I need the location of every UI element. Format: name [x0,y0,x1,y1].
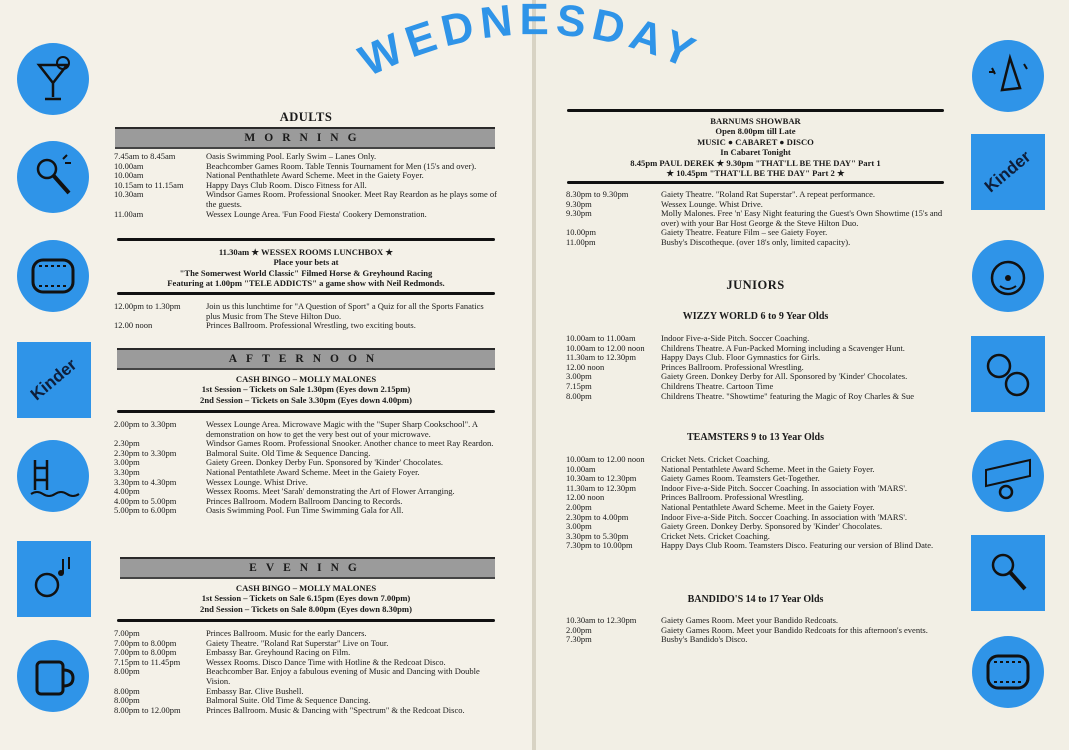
schedule-time: 11.30am to 12.30pm [566,482,637,493]
schedule-time: 10.00am to 12.00 noon [566,454,645,464]
kinder-logo: Kinder [17,342,91,418]
schedule-row [114,321,499,331]
schedule-description: Wessex Rooms. Meet 'Sarah' demonstrating the Art of Flower Arranging. [206,486,455,497]
morning-band: MORNING [115,127,495,149]
schedule-description: National Pentathlete Award Scheme. Meet in the Gaiety Foyer. [206,466,420,477]
wizzy-world-heading: WIZZY WORLD 6 to 9 Year Olds [682,311,829,322]
day-title-text: WEDNESDAY [352,0,707,87]
schedule-row [566,209,946,228]
schedule-time: 5.00pm to 6.00pm [114,505,177,516]
schedule-row [566,626,946,636]
midday-schedule [114,302,499,331]
day-title [0,0,1069,110]
schedule-description: Gaiety Games Room. Meet your Bandido Redcoats. [661,615,839,625]
schedule-time: 8.30pm to 9.30pm [566,189,629,199]
schedule-description: Join us this lunchtime for "A Question of Sport" a Quiz for all the Sports Fanatics plus Music from The Steve Hilton Duo. [206,301,484,321]
adults-heading: ADULTS [279,110,333,124]
lunchbox-notice: 11.30am ★ WESSEX ROOMS LUNCHBOX ★ Place your bets at "The Somerwest World Classic" Filmed Horse & Greyhound Racing Featuring at 1.00pm "TELE ADDICTS" a game show with Neil Redmonds. [167,247,445,289]
schedule-time: 7.30pm to 10.00pm [566,540,633,551]
schedule-description: Balmoral Suite. Old Time & Sequence Dancing. [206,695,371,706]
schedule-description: Gaiety Green. Donkey Derby. Sponsored by 'Kinder' Chocolates. [661,521,883,532]
cocktail-icon [17,43,89,115]
schedule-time: 8.00pm [566,390,592,401]
schedule-row [566,238,946,248]
schedule-description: Princes Ballroom. Professional Wrestling. [661,492,804,503]
schedule-description: Childrens Theatre. "Showtime" featuring the Magic of Roy Charles & Sue [661,390,914,401]
schedule-time: 4.00pm to 5.00pm [114,495,177,506]
schedule-description: Cricket Nets. Cricket Coaching. [661,454,770,464]
wizzy-world-schedule [566,334,946,401]
showbar-notice: BARNUMS SHOWBAR Open 8.00pm till Late MUSIC ● CABARET ● DISCO In Cabaret Tonight 8.45pm PAUL DEREK ★ 9.30pm "THAT'LL BE THE DAY" Part 1 ★ 10.45pm "THAT'LL BE THE DAY" Part 2 ★ [630,116,881,179]
schedule-row [566,392,946,402]
schedule-time: 4.00pm [114,486,140,497]
schedule-time: 11.30am to 12.30pm [566,352,637,363]
schedule-description: Beachcomber Bar. Enjoy a fabulous evening of Music and Dancing with Double Vision. [206,666,480,686]
schedule-time: 3.00pm [566,371,592,382]
schedule-description: Windsor Games Room. Professional Snooker. Another chance to meet Ray Reardon. [206,438,494,449]
schedule-time: 9.30pm [566,208,592,219]
schedule-time: 12.00pm to 1.30pm [114,301,181,311]
microphone-icon [17,141,89,213]
microphone-icon-right [971,535,1045,611]
schedule-time: 10.00pm [566,227,596,238]
schedule-description: Gaiety Games Room. Meet your Bandido Redcoats for this afternoon's events. [661,624,928,635]
schedule-row [114,667,499,686]
schedule-time: 7.00pm [114,628,140,638]
schedule-description: Happy Days Club Room. Disco Fitness for All. [206,179,367,190]
film-reel-icon [17,240,89,312]
schedule-description: Wessex Lounge. Whist Drive. [206,476,308,487]
schedule-description: Oasis Swimming Pool. Early Swim – Lanes Only. [206,151,377,161]
schedule-row [114,706,499,716]
film-reel-icon-right [972,636,1044,708]
schedule-description: Indoor Five-a-Side Pitch. Soccer Coaching. [661,333,810,343]
page-spine [532,0,536,750]
schedule-time: 10.15am to 11.15am [114,179,184,190]
divider [117,619,495,622]
schedule-description: Happy Days Club Room. Teamsters Disco. Featuring our version of Blind Date. [661,540,934,551]
schedule-description: Indoor Five-a-Side Pitch. Soccer Coaching. In association with 'MARS'. [661,511,907,522]
schedule-description: Princes Ballroom. Professional Wrestling. [661,361,804,372]
schedule-time: 10.30am to 12.30pm [566,615,637,625]
schedule-time: 8.00pm [114,666,140,677]
schedule-time: 2.00pm [566,624,592,635]
schedule-time: 8.00pm [114,685,140,696]
schedule-time: 8.00pm to 12.00pm [114,704,181,715]
schedule-time: 12.00 noon [566,492,605,503]
svg-text:WEDNESDAY [352,0,707,86]
schedule-time: 10.00am [114,170,144,181]
schedule-row [114,420,499,439]
schedule-time: 10.00am [114,160,144,171]
schedule-time: 10.30am [114,189,144,200]
schedule-row [114,506,499,516]
schedule-time: 8.00pm [114,695,140,706]
schedule-time: 10.30am to 12.30pm [566,473,637,484]
beer-mug-icon [17,640,89,712]
schedule-row [566,635,946,645]
schedule-description: Indoor Five-a-Side Pitch. Soccer Coaching. In association with 'MARS'. [661,482,907,493]
divider [117,410,495,413]
juniors-heading: JUNIORS [726,278,785,292]
tennis-icon [972,440,1044,512]
schedule-description: Molly Malones. Free 'n' Easy Night featuring the Guest's Own Showtime (15's and over) with your Bar Host George & the Steve Hilton Duo. [661,208,943,228]
schedule-description: Happy Days Club. Floor Gymnastics for Girls. [661,352,821,363]
schedule-time: 2.30pm to 4.00pm [566,511,629,522]
schedule-time: 2.30pm to 3.30pm [114,447,177,458]
schedule-row [114,190,499,209]
teamsters-heading: TEAMSTERS 9 to 13 Year Olds [687,432,824,443]
schedule-time: 7.15pm to 11.45pm [114,656,181,667]
schedule-time: 10.00am [566,463,596,474]
party-hat-icon [972,40,1044,112]
schedule-description: Busby's Bandido's Disco. [661,634,748,645]
schedule-time: 2.00pm to 3.30pm [114,419,177,429]
schedule-time: 9.30pm [566,198,592,209]
schedule-time: 3.00pm [114,457,140,468]
schedule-description: Wessex Lounge. Whist Drive. [661,198,763,209]
schedule-description: Princes Ballroom. Music & Dancing with "Spectrum" & the Redcoat Disco. [206,704,465,715]
schedule-description: Gaiety Green. Donkey Derby Fun. Sponsored by 'Kinder' Chocolates. [206,457,443,468]
morning-schedule [114,152,499,219]
schedule-description: National Pentathlete Award Scheme. Meet in the Gaiety Foyer. [661,501,875,512]
schedule-description: Princes Ballroom. Professional Wrestling, two exciting bouts. [206,320,416,331]
schedule-row [566,541,946,551]
schedule-description: Wessex Rooms. Disco Dance Time with Hotline & the Redcoat Disco. [206,656,446,667]
schedule-time: 7.30pm [566,634,592,645]
bandidos-schedule [566,616,946,645]
schedule-description: Gaiety Theatre. Feature Film – see Gaiety Foyer. [661,227,828,238]
evening-band: EVENING [120,557,495,579]
schedule-time: 7.45am to 8.45am [114,151,176,161]
schedule-time: 10.00am to 11.00am [566,333,636,343]
afternoon-bingo: CASH BINGO – MOLLY MALONES 1st Session – Tickets on Sale 1.30pm (Eyes down 2.15pm) 2nd Session – Tickets on Sale 3.30pm (Eyes down 4.00pm) [200,374,412,405]
schedule-time: 11.00pm [566,236,596,247]
afternoon-band: AFTERNOON [117,348,495,370]
schedule-description: Gaiety Green. Donkey Derby for All. Sponsored by 'Kinder' Chocolates. [661,371,908,382]
schedule-time: 3.30pm to 5.30pm [566,530,629,541]
schedule-time: 2.30pm [114,438,140,449]
schedule-description: Childrens Theatre. Cartoon Time [661,380,774,391]
schedule-description: Oasis Swimming Pool. Fun Time Swimming Gala for All. [206,505,404,516]
bandidos-heading: BANDIDO'S 14 to 17 Year Olds [687,594,824,605]
schedule-description: Gaiety Theatre. "Roland Rat Superstar" Live on Tour. [206,637,389,648]
teamsters-schedule [566,455,946,551]
kinder-logo-right: Kinder [971,134,1045,210]
divider [567,109,944,112]
schedule-time: 3.30pm [114,466,140,477]
evening-schedule [114,629,499,715]
schedule-time: 12.00 noon [566,361,605,372]
clown-icon [972,240,1044,312]
schedule-description: Balmoral Suite. Old Time & Sequence Dancing. [206,447,371,458]
schedule-description: Wessex Lounge Area. Microwave Magic with the "Super Sharp Cookschool". A demonstration on how to get the very best out of your microwave. [206,419,478,439]
schedule-description: Princes Ballroom. Modern Ballroom Dancing to Records. [206,495,403,506]
schedule-time: 3.30pm to 4.30pm [114,476,177,487]
schedule-description: Cricket Nets. Cricket Coaching. [661,530,770,541]
snooker-balls-icon [971,336,1045,412]
schedule-time: 12.00 noon [114,320,153,331]
schedule-description: Embassy Bar. Clive Bushell. [206,685,304,696]
swimming-pool-icon [17,440,89,512]
schedule-row [114,210,499,220]
schedule-row [114,302,499,321]
music-notes-icon [17,541,91,617]
schedule-description: Windsor Games Room. Professional Snooker. Meet Ray Reardon as he plays some of the guests. [206,189,497,209]
schedule-description: National Pentathlete Award Scheme. Meet in the Gaiety Foyer. [661,463,875,474]
schedule-time: 10.00am to 12.00 noon [566,342,645,353]
schedule-description: Embassy Bar. Greyhound Racing on Film. [206,647,351,658]
divider [117,292,495,295]
schedule-description: Childrens Theatre. A Fun-Packed Morning including a Scavenger Hunt. [661,342,905,353]
showbar-schedule [566,190,946,248]
schedule-time: 7.15pm [566,380,592,391]
schedule-time: 3.00pm [566,521,592,532]
schedule-time: 7.00pm to 8.00pm [114,637,177,648]
schedule-description: Busby's Discotheque. (over 18's only, limited capacity). [661,236,851,247]
schedule-description: Wessex Lounge Area. 'Fun Food Fiesta' Cookery Demonstration. [206,208,427,219]
schedule-time: 7.00pm to 8.00pm [114,647,177,658]
schedule-description: Princes Ballroom. Music for the early Dancers. [206,628,367,638]
schedule-description: Beachcomber Games Room. Table Tennis Tournament for Men (15's and over). [206,160,477,171]
schedule-description: Gaiety Games Room. Teamsters Get-Together. [661,473,820,484]
schedule-description: National Penthathlete Award Scheme. Meet in the Gaiety Foyer. [206,170,424,181]
evening-bingo: CASH BINGO – MOLLY MALONES 1st Session – Tickets on Sale 6.15pm (Eyes down 7.00pm) 2nd Session – Tickets on Sale 8.00pm (Eyes down 8.30pm) [200,583,412,614]
schedule-time: 11.00am [114,208,144,219]
divider [117,238,495,241]
schedule-time: 2.00pm [566,501,592,512]
afternoon-schedule [114,420,499,516]
schedule-description: Gaiety Theatre. "Roland Rat Superstar". A repeat performance. [661,189,876,199]
divider [567,181,944,184]
